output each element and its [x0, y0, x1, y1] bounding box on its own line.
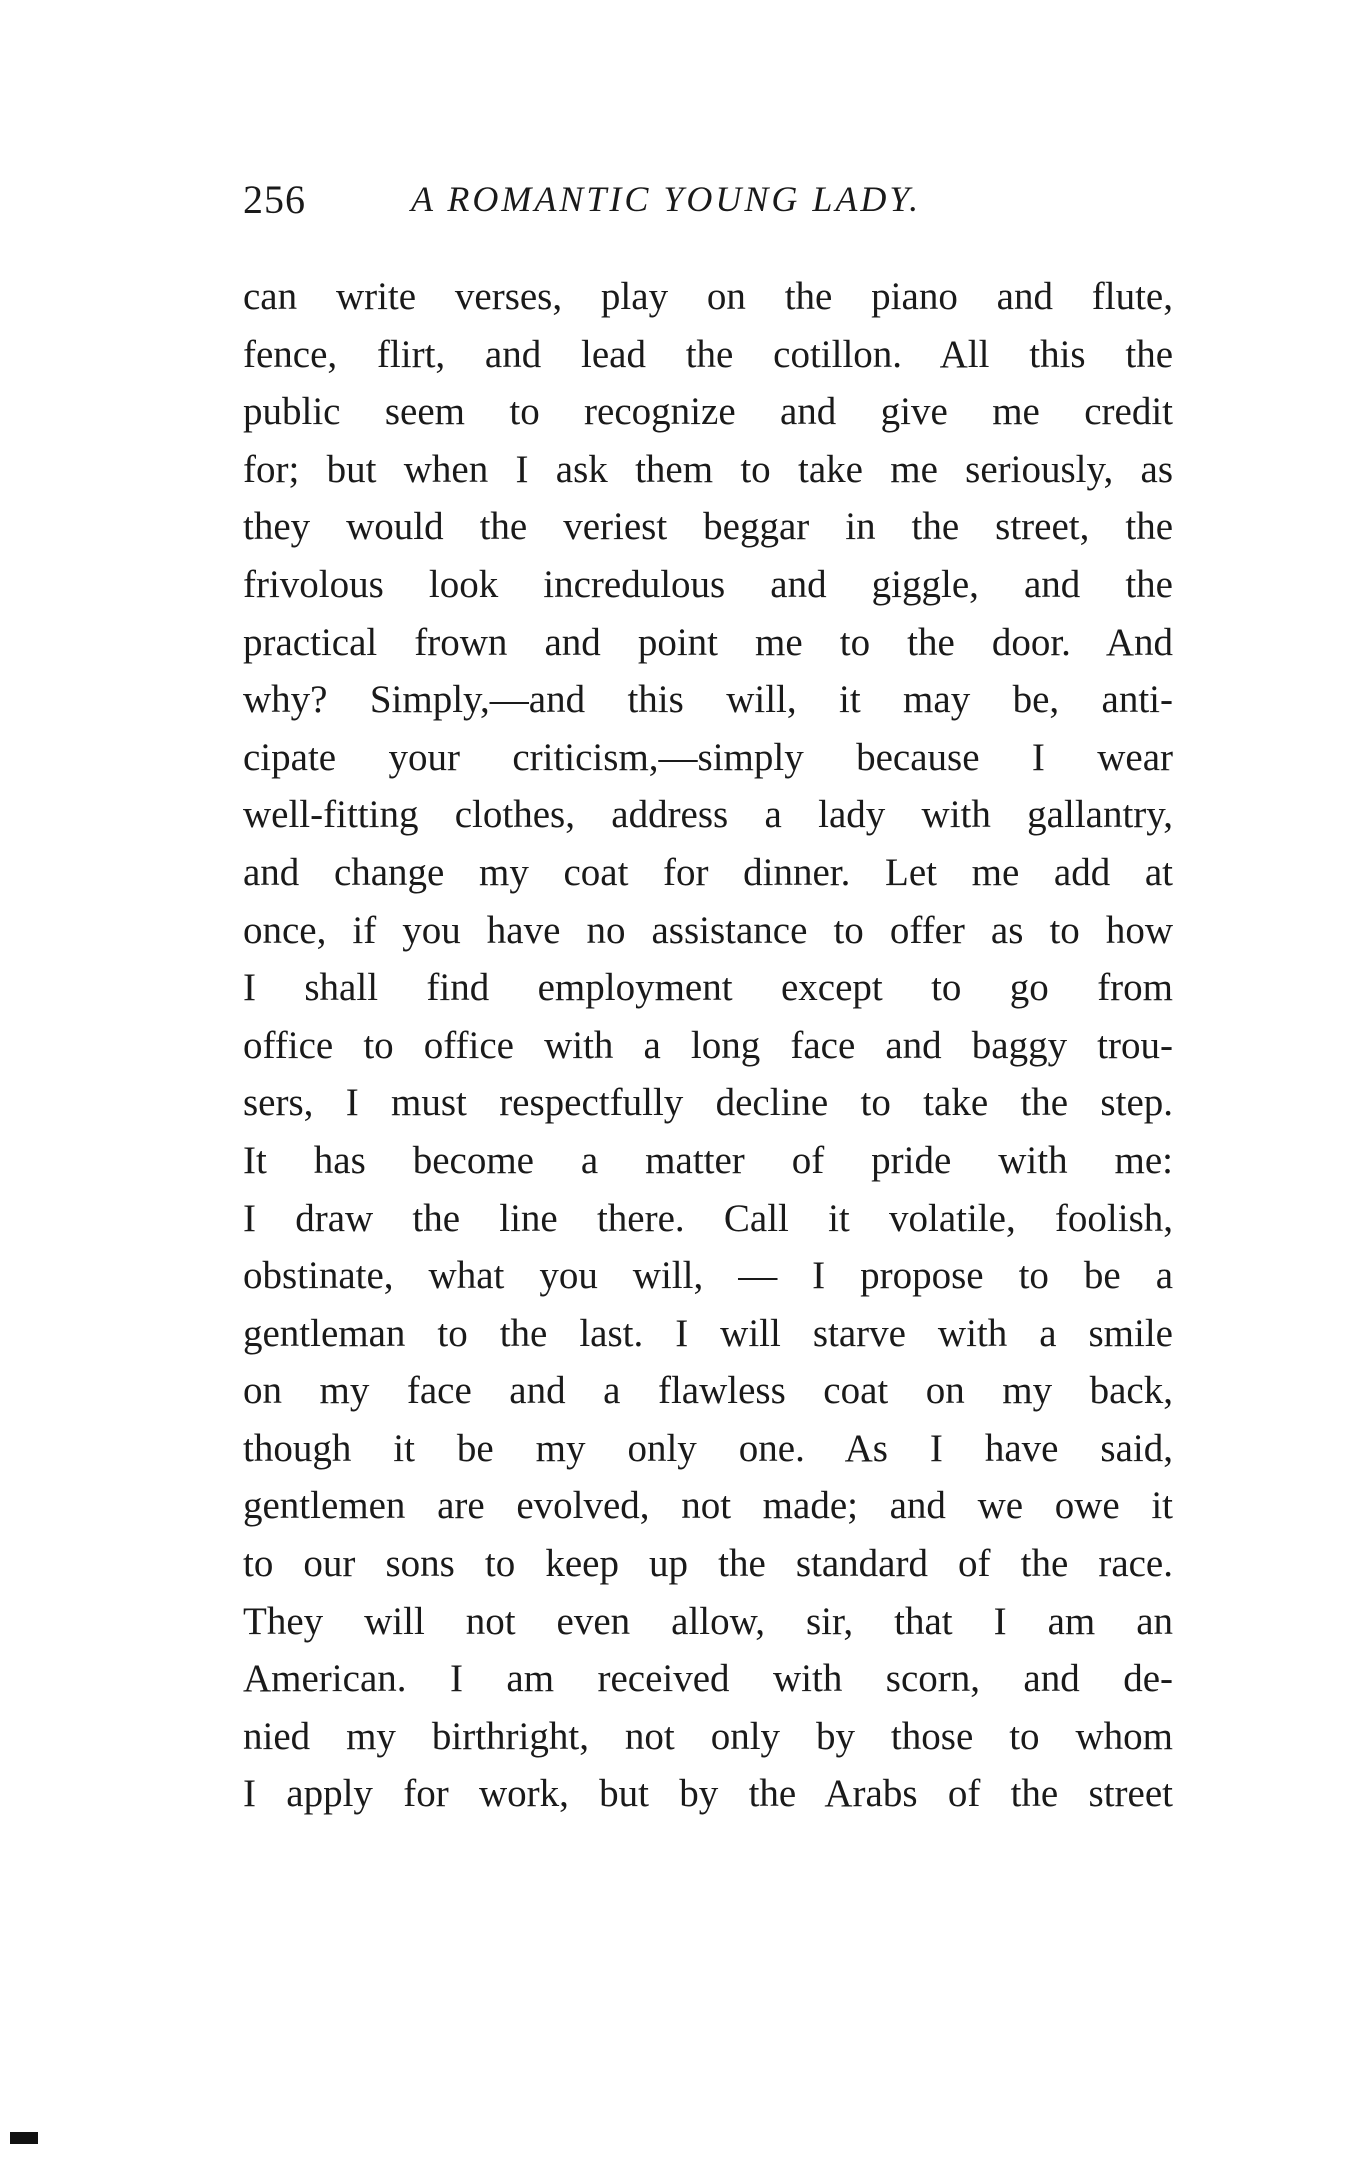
text-line: office to office with a long face and baggy trou-	[243, 1023, 1173, 1067]
text-line: nied my birthright, not only by those to whom	[243, 1714, 1173, 1758]
text-line: I draw the line there. Call it volatile, foolish,	[243, 1196, 1173, 1240]
text-line: gentlemen are evolved, not made; and we owe it	[243, 1484, 1173, 1528]
text-line: cipate your criticism,—simply because I wear	[243, 735, 1173, 779]
text-line: can write verses, play on the piano and flute,	[243, 275, 1173, 318]
body-text	[243, 268, 1173, 1823]
text-line: sers, I must respectfully decline to take the step.	[243, 1081, 1173, 1125]
text-line: once, if you have no assistance to offer as to how	[243, 908, 1173, 952]
text-line: frivolous look incredulous and giggle, and the	[243, 562, 1173, 606]
page-number: 256	[243, 177, 306, 222]
text-line: They will not even allow, sir, that I am an	[243, 1599, 1173, 1643]
text-line: they would the veriest beggar in the street, the	[243, 505, 1173, 549]
running-title: A ROMANTIC YOUNG LADY.	[411, 179, 922, 219]
text-line: obstinate, what you will, — I propose to be a	[243, 1254, 1173, 1298]
text-line: I shall find employment except to go from	[243, 966, 1173, 1010]
text-line: why? Simply,—and this will, it may be, anti-	[243, 678, 1173, 722]
text-line: for; but when I ask them to take me seriously, as	[243, 447, 1173, 491]
text-line: though it be my only one. As I have said,	[243, 1426, 1173, 1470]
text-line: public seem to recognize and give me credit	[243, 390, 1173, 434]
page-header	[243, 176, 1173, 236]
text-line: fence, flirt, and lead the cotillon. All this the	[243, 332, 1173, 376]
text-line: American. I am received with scorn, and de-	[243, 1657, 1173, 1701]
text-line: It has become a matter of pride with me:	[243, 1138, 1173, 1182]
text-line: well-fitting clothes, address a lady with gallantry,	[243, 793, 1173, 837]
text-line: I apply for work, but by the Arabs of the street	[243, 1772, 1173, 1816]
text-line: practical frown and point me to the door. And	[243, 620, 1173, 664]
text-line: gentleman to the last. I will starve with a smile	[243, 1311, 1173, 1355]
text-line: and change my coat for dinner. Let me add at	[243, 850, 1173, 894]
scan-edge-mark	[10, 2132, 38, 2144]
text-line: to our sons to keep up the standard of the race.	[243, 1542, 1173, 1586]
text-line: on my face and a flawless coat on my back,	[243, 1369, 1173, 1413]
